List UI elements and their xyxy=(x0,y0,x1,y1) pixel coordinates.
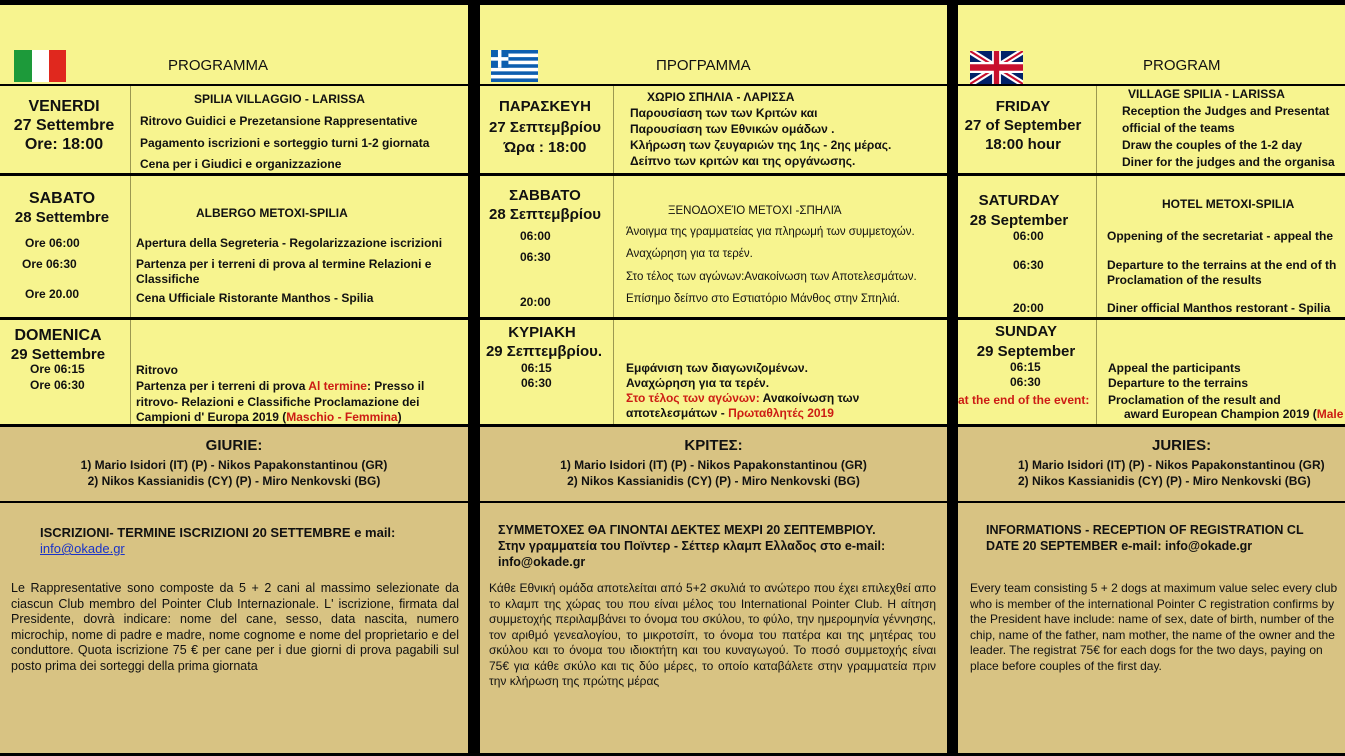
greek-friday-place: ΧΩΡΙΟ ΣΠΗΛΙΑ - ΛΑΡΙΣΣΑ xyxy=(647,90,795,104)
greek-header-block xyxy=(480,5,947,84)
italian-juries-block xyxy=(0,427,468,501)
italian-saturday-item: Cena Ufficiale Ristorante Manthos - Spilia xyxy=(136,291,374,305)
english-saturday-place: HOTEL METOXI-SPILIA xyxy=(1162,197,1295,211)
italian-sunday-date: 29 Settembre xyxy=(10,346,106,363)
english-friday-block xyxy=(958,86,1345,173)
italian-registration-block xyxy=(0,503,468,753)
italian-registration-title: ISCRIZIONI- TERMINE ISCRIZIONI 20 SETTEMBRE e mail: xyxy=(40,525,396,540)
greece-flag-icon xyxy=(491,50,538,82)
greek-sunday-item: Εμφάνιση των διαγωνιζομένων. xyxy=(626,361,808,375)
greek-jury-line: 1) Mario Isidori (IT) (P) - Nikos Papakonstantinou (GR) xyxy=(560,458,867,472)
italian-sunday-day: DOMENICA xyxy=(14,327,102,344)
greek-registration-block xyxy=(480,503,947,753)
italian-saturday-time: Ore 06:30 xyxy=(22,257,77,271)
english-registration-subtitle: DATE 20 SEPTEMBER e-mail: info@okade.gr xyxy=(986,539,1253,553)
english-saturday-divider xyxy=(1096,176,1097,317)
greek-sunday-item: Στο τέλος των αγώνων: Ανακοίνωση των xyxy=(626,391,860,405)
greek-saturday-time: 20:00 xyxy=(520,295,551,309)
english-saturday-time: 20:00 xyxy=(1013,301,1044,315)
greek-sunday-divider xyxy=(613,320,614,424)
english-saturday-time: 06:30 xyxy=(1013,258,1044,272)
italian-header-block xyxy=(0,5,468,84)
greek-friday-item: Παρουσίαση των των Κριτών και xyxy=(630,106,818,120)
italian-sunday-item: ritrovo- Relazioni e Classifiche Proclamazione dei xyxy=(136,395,420,409)
english-column xyxy=(958,0,1345,756)
english-header-block xyxy=(958,5,1345,84)
english-sunday-time: 06:15 xyxy=(1010,360,1041,374)
italian-saturday-time: Ore 20.00 xyxy=(25,287,80,301)
greek-saturday-item: Στο τέλος των αγώνων:Ανακοίνωση των Αποτελεσμάτων. xyxy=(626,271,917,283)
greek-registration-subtitle: Στην γραμματεία του Ποϊντερ - Σέττερ κλαμπ Ελλαδος στο e-mail: xyxy=(498,539,886,553)
italian-saturday-time: Ore 06:00 xyxy=(25,236,80,250)
english-saturday-time: 06:00 xyxy=(1013,229,1044,243)
english-friday-item: Draw the couples of the 1-2 day xyxy=(1122,138,1303,152)
italy-flag-icon xyxy=(14,50,66,82)
italian-friday-item: Pagamento iscrizioni e sorteggio turni 1-2 giornata xyxy=(140,136,430,150)
english-jury-line: 2) Nikos Kassianidis (CY) (P) - Miro Nenkovski (BG) xyxy=(1018,474,1311,488)
italian-friday-date: 27 Settembre xyxy=(13,117,115,134)
greek-saturday-day: ΣΑΒΒΑΤΟ xyxy=(509,187,581,204)
english-sunday-block xyxy=(958,320,1345,424)
italian-sunday-divider xyxy=(130,320,131,424)
english-registration-title: INFORMATIONS - RECEPTION OF REGISTRATION CL xyxy=(986,523,1304,537)
italian-paragraph: Le Rappresentative sono composte da 5 + 2 cani al massimo selezionate da ciascun Club membro del Pointer Club Internazionale. L' iscrizione, firmata dal Presidente, dovrà indicare: nome del cane, sesso, data nascita, numero microchip, nome di padre e madre, nome cognome e nome del proprietario e del conduttore. Quota iscrizione 75 € per cane per i due giorni di prova pagabili sul posto prima dei sorteggi della prima giornata xyxy=(11,581,459,673)
greek-saturday-item: Άνοιγμα της γραμματείας για πληρωμή των συμμετοχών. xyxy=(626,226,915,238)
english-sunday-time: 06:30 xyxy=(1010,375,1041,389)
italian-juries-title: GIURIE: xyxy=(205,437,263,454)
greek-friday-date: 27 Σεπτεμβρίου xyxy=(489,119,601,136)
italian-saturday-date: 28 Settembre xyxy=(14,209,110,226)
italian-saturday-item: Classifiche xyxy=(136,272,200,286)
greek-column xyxy=(480,0,947,756)
greek-saturday-place: ΞΕΝΟΔΟΧΕΊΟ ΜΕΤΟΧΙ -ΣΠΗΛΙΆ xyxy=(668,205,842,217)
english-sunday-item: Proclamation of the result and xyxy=(1108,393,1281,407)
english-friday-place: VILLAGE SPILIA - LARISSA xyxy=(1128,87,1285,101)
greek-email[interactable]: info@okade.gr xyxy=(498,555,586,569)
italian-saturday-day: SABATO xyxy=(28,190,96,207)
greek-sunday-date: 29 Σεπτεμβρίου. xyxy=(485,343,603,360)
english-sunday-item: award European Champion 2019 (Male xyxy=(1124,407,1344,421)
italian-sunday-item: Ritrovo xyxy=(136,363,178,377)
greek-friday-item: Παρουσίαση των Εθνικών ομάδων . xyxy=(630,122,835,136)
italian-email-link[interactable]: info@okade.gr xyxy=(40,541,125,556)
english-juries-title: JURIES: xyxy=(1152,437,1212,454)
italian-sunday-block xyxy=(0,320,468,424)
greek-friday-item: Κλήρωση των ζευγαριών της 1ης - 2ης μέρας. xyxy=(630,138,892,152)
italian-friday-day: VENERDI xyxy=(28,98,100,115)
italian-sunday-time: Ore 06:30 xyxy=(30,378,85,392)
english-sunday-event-end: at the end of the event: xyxy=(958,393,1090,407)
english-saturday-day: SATURDAY xyxy=(978,192,1060,209)
greek-saturday-block xyxy=(480,176,947,317)
greek-header-title: ΠΡΟΓΡΑΜΜΑ xyxy=(656,57,751,74)
english-registration-block xyxy=(958,503,1345,753)
italian-friday-item: Cena per i Giudici e organizzazione xyxy=(140,157,342,171)
italian-saturday-place: ALBERGO METOXI-SPILIA xyxy=(196,206,348,220)
english-friday-item: official of the teams xyxy=(1122,121,1235,135)
italian-header-title: PROGRAMMA xyxy=(168,57,269,74)
italian-saturday-divider xyxy=(130,176,131,317)
italian-sunday-time: Ore 06:15 xyxy=(30,362,85,376)
uk-flag-icon xyxy=(970,51,1023,84)
greek-saturday-item: Επίσημο δείπνο στο Εστιατόριο Μάνθος στην Σπηλιά. xyxy=(626,293,900,305)
greek-registration-title: ΣΥΜΜΕΤΟΧΕΣ ΘΑ ΓΙΝΟΝΤΑΙ ΔΕΚΤΕΣ ΜΕΧΡΙ 20 ΣΕΠΤΕΜΒΡΙΟΥ. xyxy=(498,523,876,537)
italian-friday-block xyxy=(0,86,468,173)
italian-saturday-block xyxy=(0,176,468,317)
greek-paragraph: Κάθε Εθνική ομάδα αποτελείται από 5+2 σκυλιά το ανώτερο που έχει επιλεχθεί απο το κλαμπ της χώρας του που είναι μέλος του International Pointer Club. Η αίτηση συμμετοχής περιλαμβάνει το όνομα του σκύλου, το φύλο, την ημερομηνία γέννησης, τον αριθμό γενεαλογίου, το μικροτσίπ, το όνομα του πατέρα και της μητέρας του σκύλου και το όνομα του ιδιοκτήτη και του κυναγωγού. Το ποσό συμμετοχής είναι 75€ για κάθε σκύλο και τις δύο μέρες, το οποίο καταβάλετε στην γραμματεία πριν την κλήρωση της πρώτης μέρας xyxy=(489,581,936,688)
greek-jury-line: 2) Nikos Kassianidis (CY) (P) - Miro Nenkovski (BG) xyxy=(567,474,860,488)
greek-sunday-time: 06:30 xyxy=(521,376,552,390)
greek-friday-day: ΠΑΡΑΣΚΕΥΗ xyxy=(498,98,592,115)
greek-friday-time: Ώρα : 18:00 xyxy=(503,139,587,156)
english-friday-date: 27 of September xyxy=(964,117,1082,134)
english-saturday-block xyxy=(958,176,1345,317)
english-sunday-item: Appeal the participants xyxy=(1108,361,1241,375)
greek-saturday-divider xyxy=(613,176,614,317)
italian-jury-line: 1) Mario Isidori (IT) (P) - Nikos Papakonstantinou (GR) xyxy=(80,458,388,472)
english-friday-item: Reception the Judges and Presentat xyxy=(1122,104,1330,118)
italian-friday-item: Ritrovo Guidici e Prezetansione Rappresentative xyxy=(140,114,418,128)
italian-sunday-item: Campioni d' Europa 2019 (Maschio - Femmina) xyxy=(136,410,402,424)
english-friday-time: 18:00 hour xyxy=(985,136,1061,153)
greek-saturday-time: 06:00 xyxy=(520,229,551,243)
english-saturday-item: Oppening of the secretariat - appeal the xyxy=(1107,229,1334,243)
italian-friday-place: SPILIA VILLAGGIO - LARISSA xyxy=(194,92,365,106)
italian-column xyxy=(0,0,468,756)
italian-sunday-item: Partenza per i terreni di prova Al termine: Presso il xyxy=(136,379,425,393)
greek-friday-block xyxy=(480,86,947,173)
greek-saturday-item: Αναχώρηση για τα τερέν. xyxy=(626,248,753,260)
english-saturday-date: 28 September xyxy=(969,212,1069,229)
greek-sunday-item: αποτελεσμάτων - Πρωταθλητές 2019 xyxy=(626,406,834,420)
greek-sunday-block xyxy=(480,320,947,424)
english-sunday-divider xyxy=(1096,320,1097,424)
greek-friday-divider xyxy=(613,86,614,173)
greek-saturday-time: 06:30 xyxy=(520,250,551,264)
english-friday-item: Diner for the judges and the organisa xyxy=(1122,155,1335,169)
greek-friday-item: Δείπνο των κριτών και της οργάνωσης. xyxy=(630,154,856,168)
english-saturday-item: Proclamation of the results xyxy=(1107,273,1262,287)
greek-sunday-time: 06:15 xyxy=(521,361,552,375)
english-sunday-day: SUNDAY xyxy=(995,323,1057,340)
greek-saturday-date: 28 Σεπτεμβρίου xyxy=(489,206,601,223)
english-sunday-item: Departure to the terrains xyxy=(1108,376,1249,390)
italian-saturday-item: Partenza per i terreni di prova al termine Relazioni e xyxy=(136,257,432,271)
english-saturday-item: Diner official Manthos restorant - Spilia xyxy=(1107,301,1331,315)
english-jury-line: 1) Mario Isidori (IT) (P) - Nikos Papakonstantinou (GR) xyxy=(1018,458,1325,472)
greek-sunday-item: Αναχώρηση για τα τερέν. xyxy=(626,376,770,390)
greek-juries-title: ΚΡΙΤΕΣ: xyxy=(684,437,743,454)
english-paragraph: Every team consisting 5 + 2 dogs at maximum value selec every club who is member of the international Pointer C registration confirms by the President have include: name of sex, date of birth, number of the chip, name of the father, nam mother, the name of the owner and the leader. The registrat 75€ for each dogs for the two days, paying on place before couples of the first day. xyxy=(970,581,1338,673)
italian-jury-line: 2) Nikos Kassianidis (CY) (P) - Miro Nenkovski (BG) xyxy=(87,474,381,488)
greek-sunday-day: ΚΥΡΙΑΚΗ xyxy=(508,324,576,341)
english-juries-block xyxy=(958,427,1345,501)
english-sunday-date: 29 September xyxy=(976,343,1076,360)
greek-juries-block xyxy=(480,427,947,501)
italian-friday-divider xyxy=(130,86,131,173)
english-friday-day: FRIDAY xyxy=(995,98,1051,115)
english-friday-divider xyxy=(1096,86,1097,173)
english-saturday-item: Departure to the terrains at the end of th xyxy=(1107,258,1337,272)
italian-saturday-item: Apertura della Segreteria - Regolarizzazione iscrizioni xyxy=(136,236,443,250)
italian-friday-time: Ore: 18:00 xyxy=(24,136,104,153)
english-header-title: PROGRAM xyxy=(1143,57,1221,74)
